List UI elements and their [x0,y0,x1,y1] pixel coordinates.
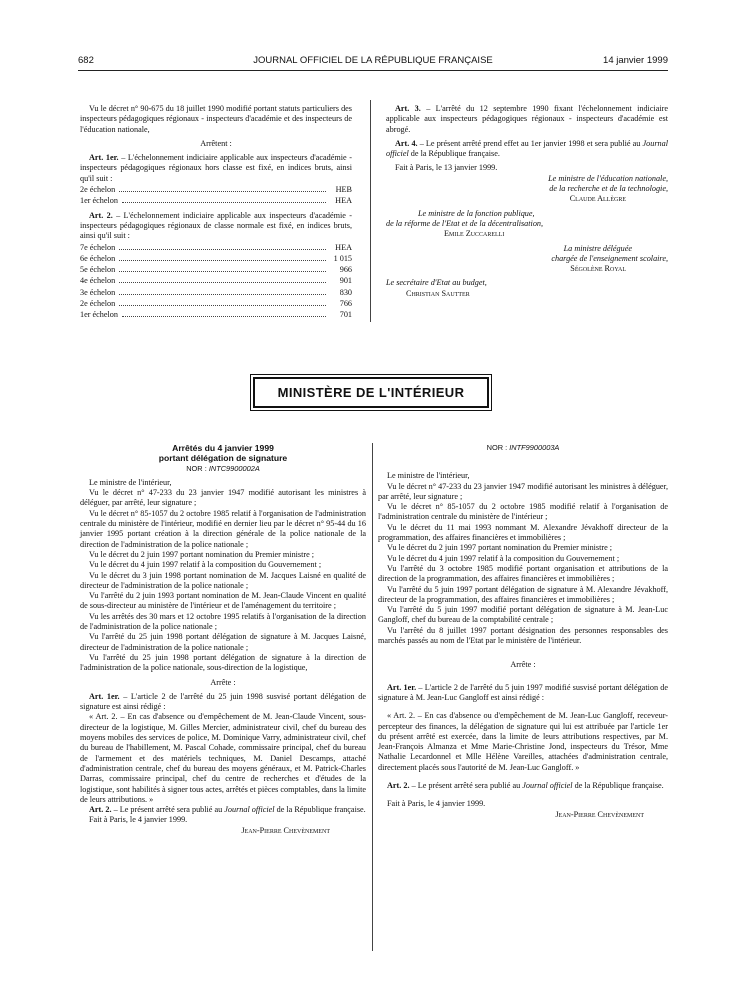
signature-block-4 [386,278,668,299]
article-label: Art. 2. [387,781,410,791]
signatory-title: Le ministre de l'éducation nationale, [548,173,668,183]
top-left-column [80,104,352,321]
visa-paragraph: Vu le décret du 4 juin 1997 relatif à la composition du Gouvernement ; [387,553,620,563]
visa-paragraph: Vu le décret n° 90-675 du 18 juillet 1990 modifié portant statuts particuliers des inspecteurs pédagogiques régionaux - inspecteurs d'académie et des inspecteurs de l'éducation nationale, [80,104,352,134]
leader-dots [119,184,326,192]
article-1 [80,153,352,184]
echelon-row [80,242,352,253]
quoted-article: « Art. 2. – En cas d'absence ou d'empêchement de M. Jean-Claude Vincent, sous-directeur de la logistique, M. Gilles Mercier, administrateur civil, chef du bureau des moyens mobiles des services de police, M. Dominique Varry, administrateur civil, chef du bureau de l'habillement, M. Pascal Cohade, commissaire principal, chef du bureau de l'armement et des matériels techniques, M. Daniel Descamps, attaché d'administration centrale, chef du bureau des moyens généraux, et M. Patrick-Charles Darras, commissaire principal, chef du centre de recherches et d'études de la logistique, sont habilités à signer tous actes, arrêtés et pièces comptables, dans la limite de leurs attributions. » [80,712,366,804]
article-2 [80,805,366,815]
signature-block-3 [386,244,668,275]
echelon-label: 3e échelon [80,287,116,297]
signatory-name: Jean-Pierre Chevènement [241,825,330,835]
header-rule [78,70,668,71]
visa-list [378,471,668,646]
echelon-table-hors-classe [80,184,352,207]
signatory-title: Le ministre de la fonction publique, [418,208,535,218]
signatory-title: de la recherche et de la technologie, [549,184,668,194]
visa-paragraph: Vu le décret n° 85-1057 du 2 octobre 1985 modifié relatif à l'organisation de l'administration centrale du ministère de l'intérieur ; [378,502,668,522]
leader-dots [122,309,326,317]
journal-title: JOURNAL OFFICIEL DE LA RÉPUBLIQUE FRANÇAISE [253,55,493,66]
article-label: Art. 4. [395,138,418,148]
indice-value: 901 [339,276,352,286]
visa-paragraph: Vu l'arrêté du 5 juin 1997 modifié portant délégation de signature à M. Jean-Luc Gangloff, chef du bureau de la comptabilité centrale ; [378,605,668,625]
visa-paragraph: Vu le décret n° 47-233 du 23 janvier 1947 modifié autorisant les ministres à déléguer, par arrêté, leur signature ; [378,481,668,501]
journal-name: Journal officiel [386,138,669,159]
signatory-name: Jean-Pierre Chevènement [555,809,644,819]
article-label: Art. 1er. [387,682,417,692]
article-label: Art. 3. [395,104,421,113]
nor-reference [378,443,668,453]
echelon-table-classe-normale [80,242,352,321]
top-right-column [386,104,668,299]
visa-paragraph: Vu le décret du 2 juin 1997 portant nomination du Premier ministre ; [387,543,613,553]
article-text: – L'échelonnement indiciaire applicable aux inspecteurs d'académie - inspecteurs pédagogiques régionaux hors classe est fixé, en indices bruts, ainsi qu'il suit : [80,153,352,183]
indice-value: HEA [335,242,352,252]
column-divider [372,443,373,951]
echelon-row [80,309,352,320]
leader-dots [119,242,326,250]
visa-paragraph: Vu l'arrêté du 5 juin 1997 portant délégation de signature à M. Alexandre Jévakhoff, directeur de la programmation, des affaires financières et immobilières ; [378,584,668,604]
quoted-article: « Art. 2. – En cas d'absence ou d'empêchement de M. Jean-Luc Gangloff, receveur-percepteur des finances, la délégation de signature qui lui est attribuée par l'article 1er du présent arrêté est exercée, dans la limite de leurs attributions respectives, par M. Jean-François Almanza et Mme Marie-Christine Jond, inspecteurs du Trésor, Mme Nathalie Lecardonnel et Mlle Hélène Vareilles, attachées d'administration centrale, directement placés sous l'autorité de M. Jean-Luc Gangloff. » [378,711,668,772]
article-2 [378,781,668,791]
echelon-row [80,195,352,206]
running-header [78,55,668,69]
echelon-label: 2e échelon [80,185,116,195]
visa-paragraph: Vu l'arrêté du 2 juin 1993 portant nomination de M. Jean-Claude Vincent en qualité de sous-directeur au ministère de l'intérieur et de l'aménagement du territoire ; [80,591,366,611]
indice-value: HEA [335,196,352,206]
visa-list [80,478,366,674]
visa-paragraph: Vu l'arrêté du 8 juillet 1997 portant désignation des personnes responsables des marchés passés au nom de l'Etat par le ministère de l'intérieur. [378,625,668,646]
echelon-row [80,264,352,275]
echelon-row [80,298,352,309]
leader-dots [119,287,326,295]
echelon-label: 1er échelon [80,196,118,206]
article-text: – Le présent arrêté sera publié au [111,805,225,815]
visa-paragraph: Vu le décret n° 47-233 du 23 janvier 1947 modifié autorisant les ministres à déléguer, par arrêté, leur signature ; [80,488,366,508]
page-number: 682 [78,55,94,66]
indice-value: 1 015 [333,253,352,263]
minister-intro: Le ministre de l'intérieur, [89,477,172,487]
signatory-name: Claude Allègre [569,194,626,204]
article-text: – L'article 2 de l'arrêté du 25 juin 1998 susvisé portant délégation de signature est ainsi rédigé : [80,691,366,712]
nor-code: INTF9900003A [509,443,560,452]
article-text: – L'arrêté du 12 septembre 1990 fixant l'échelonnement indiciaire applicable aux inspecteurs pédagogiques régionaux - inspecteurs d'académie est abrogé. [386,104,668,134]
article-label: Art. 1er. [89,691,120,701]
echelon-label: 7e échelon [80,242,116,252]
article-2 [80,211,352,242]
leader-dots [119,298,326,306]
visa-paragraph: Vu le décret du 4 juin 1997 relatif à la composition du Gouvernement ; [89,560,322,570]
echelon-label: 1er échelon [80,310,118,320]
journal-name: Journal officiel [224,805,275,815]
article-text: – Le présent arrêté prend effet au 1er janvier 1998 et sera publié au [417,138,643,148]
nor-label: NOR : [486,443,510,452]
indice-value: 701 [339,310,352,320]
visa-paragraph: Vu le décret n° 85-1057 du 2 octobre 1985 relatif à l'organisation de l'administration centrale du ministère de l'intérieur, modifié en dernier lieu par le décret n° 95-44 du 16 janvier 1995 portant création à la direction générale de la police nationale de la direction de l'administration de la police nationale ; [80,508,366,549]
visa-paragraph: Vu l'arrêté du 25 juin 1998 portant délégation de signature à la direction de l'administration de la police nationale, sous-direction de la logistique, [80,652,366,673]
decree-right-column [378,443,668,820]
decree-title: Arrêtés du 4 janvier 1999 [172,443,274,453]
echelon-label: 2e échelon [80,299,116,309]
ministry-heading-box [253,377,489,408]
echelon-row [80,253,352,264]
article-3 [386,104,668,135]
minister-intro: Le ministre de l'intérieur, [387,471,470,481]
signatory-title: chargée de l'enseignement scolaire, [551,253,668,263]
visa-paragraph: Vu le décret du 11 mai 1993 nommant M. Alexandre Jévakhoff directeur de la programmation, des affaires financières et immobilières ; [378,522,668,543]
arretent-heading: Arrêtent : [200,138,232,148]
leader-dots [119,264,326,272]
article-label: Art. 2. [89,805,112,815]
signatory-title: de la réforme de l'Etat et de la décentralisation, [386,218,544,228]
indice-value: 766 [339,299,352,309]
signatory-title: Le secrétaire d'Etat au budget, [386,278,487,288]
echelon-row [80,275,352,286]
fait-a-paris: Fait à Paris, le 4 janvier 1999. [387,799,486,809]
visa-paragraph: Vu les arrêtés des 30 mars et 12 octobre 1995 relatifs à l'organisation de la direction de l'administration de la police nationale ; [80,611,366,632]
nor-reference [80,464,366,474]
visa-paragraph: Vu le décret du 2 juin 1997 portant nomination du Premier ministre ; [89,549,315,559]
ministry-heading: MINISTÈRE DE L'INTÉRIEUR [277,385,465,400]
leader-dots [119,253,326,261]
article-text: – L'échelonnement indiciaire applicable aux inspecteurs d'académie - inspecteurs pédagogiques régionaux de classe normale est fixé, en indices bruts, ainsi qu'il suit : [80,210,352,241]
leader-dots [119,275,326,283]
echelon-row [80,184,352,195]
issue-date: 14 janvier 1999 [603,55,668,66]
article-text: – L'article 2 de l'arrêté du 5 juin 1997 modifié susvisé portant délégation de signature à M. Jean-Luc Gangloff est ainsi rédigé : [378,682,668,702]
article-label: Art. 1er. [89,153,119,163]
signature-block-1 [386,174,668,205]
article-label: Art. 2. [89,210,113,220]
article-1 [80,692,366,713]
echelon-label: 6e échelon [80,253,116,263]
visa-paragraph: Vu l'arrêté du 3 octobre 1985 modifié portant organisation et attributions de la direction de la programmation, des affaires financières et immobilières ; [378,563,668,584]
visa-paragraph: Vu le décret du 3 juin 1998 portant nomination de M. Jacques Laisné en qualité de directeur de l'administration de la police nationale ; [80,570,366,590]
indice-value: 830 [339,287,352,297]
echelon-label: 5e échelon [80,265,116,275]
fait-a-paris: Fait à Paris, le 13 janvier 1999. [395,163,498,173]
signature-block-2 [386,209,668,240]
fait-a-paris: Fait à Paris, le 4 janvier 1999. [89,815,188,825]
signatory-name: Christian Sautter [406,288,470,298]
journal-name: Journal officiel [522,781,573,791]
signatory-name: Ségolène Royal [570,264,626,274]
indice-value: HEB [335,185,352,195]
nor-label: NOR : [186,463,209,473]
decree-subtitle: portant délégation de signature [158,453,288,464]
article-1 [378,683,668,704]
signatory-name: Emile Zuccarelli [444,229,505,239]
echelon-label: 4e échelon [80,276,116,286]
decree-left-column [80,443,366,836]
arrete-heading: Arrête : [510,660,536,670]
signatory-title: La ministre déléguée [563,243,632,253]
echelon-row [80,287,352,298]
arrete-heading: Arrête : [210,677,236,687]
leader-dots [122,195,326,203]
column-divider [370,100,371,322]
article-text: – Le présent arrêté sera publié au [409,781,523,791]
indice-value: 966 [339,265,352,275]
article-text: de la République française. [408,149,500,159]
article-text: de la République française. [572,781,664,791]
article-text: de la République française. [274,805,366,815]
article-4 [386,139,668,160]
visa-paragraph: Vu l'arrêté du 25 juin 1998 portant délégation de signature à M. Jacques Laisné, directeur de l'administration de la police nationale ; [80,632,366,652]
nor-code: INTC9900002A [208,463,260,473]
